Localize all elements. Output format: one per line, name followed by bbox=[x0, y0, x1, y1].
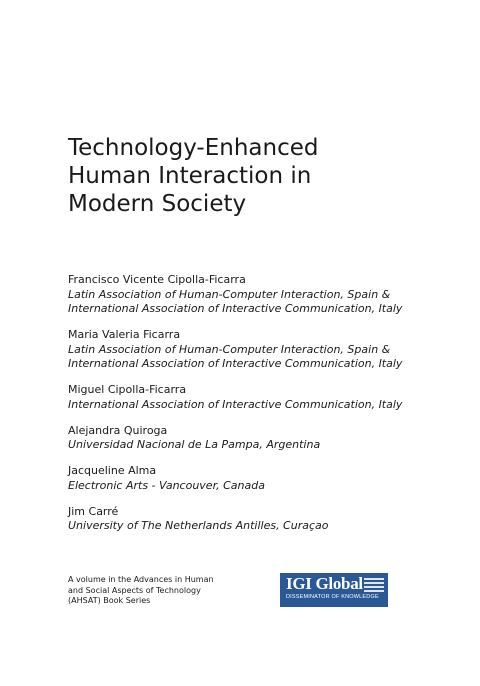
author-affiliation: International Association of Interactive Communication, Italy bbox=[68, 397, 403, 411]
globe-stripes-icon bbox=[364, 577, 384, 595]
author-name: Francisco Vicente Cipolla-Ficarra bbox=[68, 273, 246, 286]
author-affiliation: Latin Association of Human-Computer Interaction, Spain & bbox=[68, 287, 391, 301]
author-name: Maria Valeria Ficarra bbox=[68, 328, 181, 341]
author-entry bbox=[68, 505, 468, 534]
author-name: Jacqueline Alma bbox=[68, 464, 157, 477]
book-title-line: Human Interaction in bbox=[68, 163, 312, 189]
publisher-tagline: DISSEMINATOR OF KNOWLEDGE bbox=[286, 594, 379, 600]
author-affiliation: Electronic Arts - Vancouver, Canada bbox=[68, 478, 265, 492]
author-entry bbox=[68, 383, 468, 412]
author-affiliation: Universidad Nacional de La Pampa, Argentina bbox=[68, 438, 321, 451]
publisher-name: IGI Global bbox=[286, 574, 363, 593]
book-title-line: Technology-Enhanced bbox=[68, 135, 319, 161]
author-affiliation: University of The Netherlands Antilles, Curaçao bbox=[68, 519, 329, 532]
series-note bbox=[68, 575, 238, 607]
publisher-logo bbox=[280, 573, 388, 607]
author-entry bbox=[68, 328, 468, 372]
book-title bbox=[68, 134, 428, 218]
author-entry bbox=[68, 464, 468, 493]
author-entry bbox=[68, 273, 468, 317]
author-name: Miguel Cipolla-Ficarra bbox=[68, 383, 187, 396]
book-title-line: Modern Society bbox=[68, 191, 247, 217]
series-line: and Social Aspects of Technology bbox=[68, 585, 201, 595]
author-affiliation: Latin Association of Human-Computer Interaction, Spain & bbox=[68, 342, 391, 356]
author-affiliation: International Association of Interactive Communication, Italy bbox=[68, 357, 403, 370]
series-line: A volume in the Advances in Human bbox=[68, 575, 214, 584]
author-list bbox=[68, 273, 468, 545]
author-name: Jim Carré bbox=[68, 504, 119, 518]
author-entry bbox=[68, 424, 468, 453]
author-affiliation: International Association of Interactive Communication, Italy bbox=[68, 302, 403, 315]
author-name: Alejandra Quiroga bbox=[68, 423, 168, 437]
series-line: (AHSAT) Book Series bbox=[68, 596, 151, 605]
